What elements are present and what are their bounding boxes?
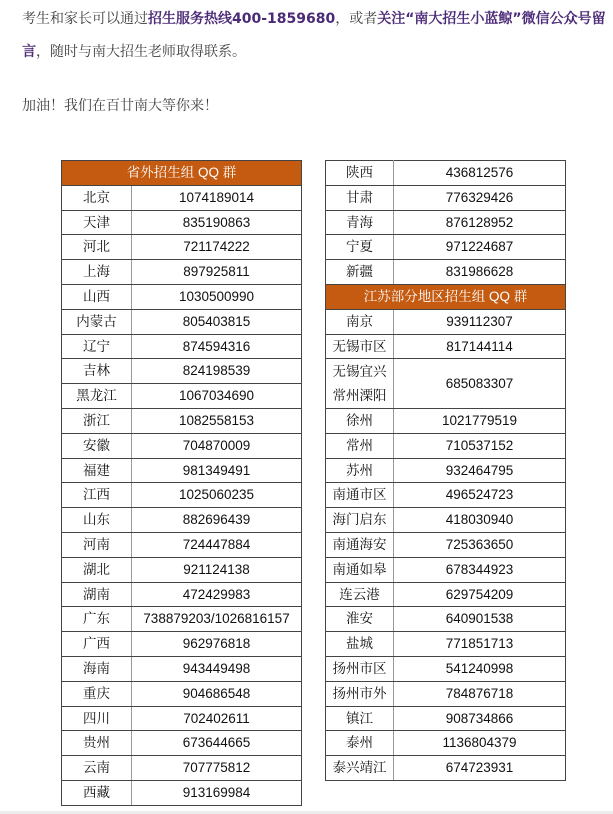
table-row — [62, 235, 302, 260]
table-row — [326, 309, 566, 334]
table-row — [62, 607, 302, 632]
region-cell: 四川 — [62, 706, 132, 731]
table-row — [62, 632, 302, 657]
table-row — [326, 582, 566, 607]
qq-number-cell: 707775812 — [132, 756, 302, 781]
table-row — [62, 284, 302, 309]
region-cell: 新疆 — [326, 260, 394, 285]
qq-number-cell: 685083307 — [394, 359, 566, 409]
table-row — [62, 458, 302, 483]
region-cell: 南通如皋 — [326, 557, 394, 582]
qq-number-cell: 913169984 — [132, 780, 302, 805]
region-cell: 扬州市区 — [326, 656, 394, 681]
qq-number-cell: 710537152 — [394, 433, 566, 458]
qq-number-cell: 1021779519 — [394, 408, 566, 433]
table-row — [326, 656, 566, 681]
region-cell: 福建 — [62, 458, 132, 483]
table-row — [326, 334, 566, 359]
qq-number-cell: 640901538 — [394, 607, 566, 632]
region-cell: 贵州 — [62, 731, 132, 756]
contact-paragraph — [22, 3, 607, 69]
qq-number-cell: 835190863 — [132, 210, 302, 235]
table-row — [62, 656, 302, 681]
intro-text: 考生和家长可以通过 — [22, 11, 148, 27]
qq-number-cell: 876128952 — [394, 210, 566, 235]
region-cell: 镇江 — [326, 706, 394, 731]
table-row — [62, 731, 302, 756]
region-cell: 上海 — [62, 260, 132, 285]
table-row — [326, 681, 566, 706]
region-cell: 河南 — [62, 532, 132, 557]
qq-number-cell: 721174222 — [132, 235, 302, 260]
region-cell: 徐州 — [326, 408, 394, 433]
table-row — [62, 210, 302, 235]
region-cell: 广西 — [62, 632, 132, 657]
table-row — [62, 408, 302, 433]
region-cell: 陕西 — [326, 161, 394, 186]
table-row — [62, 483, 302, 508]
qq-number-cell: 824198539 — [132, 359, 302, 384]
table-row — [326, 161, 566, 186]
table-row — [326, 433, 566, 458]
intro-text-3: ，随时与南大招生老师取得联系。 — [36, 44, 246, 60]
qq-number-cell: 1030500990 — [132, 284, 302, 309]
region-cell: 吉林 — [62, 359, 132, 384]
qq-number-cell: 1082558153 — [132, 408, 302, 433]
hotline-text: 招生服务热线400-1859680 — [148, 11, 336, 27]
jiangsu-qq-table — [325, 160, 566, 781]
table-row — [326, 632, 566, 657]
qq-number-cell: 1025060235 — [132, 483, 302, 508]
table-row — [62, 508, 302, 533]
region-cell: 山西 — [62, 284, 132, 309]
qq-number-cell: 629754209 — [394, 582, 566, 607]
table-row — [62, 309, 302, 334]
qq-number-cell: 674723931 — [394, 756, 566, 781]
qq-number-cell: 673644665 — [132, 731, 302, 756]
table-row — [326, 508, 566, 533]
table-row — [62, 532, 302, 557]
region-cell: 南通海安 — [326, 532, 394, 557]
qq-number-cell: 874594316 — [132, 334, 302, 359]
region-cell: 重庆 — [62, 681, 132, 706]
qq-number-cell: 541240998 — [394, 656, 566, 681]
qq-number-cell: 472429983 — [132, 582, 302, 607]
region-cell: 山东 — [62, 508, 132, 533]
qq-number-cell: 971224687 — [394, 235, 566, 260]
qq-number-cell: 1136804379 — [394, 731, 566, 756]
region-cell: 常州 — [326, 433, 394, 458]
qq-number-cell: 904686548 — [132, 681, 302, 706]
region-cell: 南通市区 — [326, 483, 394, 508]
qq-number-cell: 805403815 — [132, 309, 302, 334]
region-cell: 广东 — [62, 607, 132, 632]
region-cell: 北京 — [62, 185, 132, 210]
table-row — [326, 260, 566, 285]
table-row — [326, 483, 566, 508]
table-row — [62, 260, 302, 285]
table-row — [326, 210, 566, 235]
table-row — [326, 607, 566, 632]
qq-number-cell: 725363650 — [394, 532, 566, 557]
qq-number-cell: 771851713 — [394, 632, 566, 657]
region-cell: 无锡市区 — [326, 334, 394, 359]
region-cell: 西藏 — [62, 780, 132, 805]
table-row — [62, 433, 302, 458]
region-cell: 甘肃 — [326, 185, 394, 210]
table-header: 江苏部分地区招生组 QQ 群 — [326, 284, 566, 309]
table-row — [326, 706, 566, 731]
region-cell: 黑龙江 — [62, 384, 132, 409]
table-row — [62, 557, 302, 582]
table-row — [62, 582, 302, 607]
region-cell: 海南 — [62, 656, 132, 681]
region-cell: 江西 — [62, 483, 132, 508]
region-cell: 海门启东 — [326, 508, 394, 533]
qq-number-cell: 831986628 — [394, 260, 566, 285]
table-row — [62, 334, 302, 359]
table-row — [326, 532, 566, 557]
table-row — [62, 681, 302, 706]
table-row — [62, 384, 302, 409]
qq-number-cell: 932464795 — [394, 458, 566, 483]
qq-number-cell: 908734866 — [394, 706, 566, 731]
qq-number-cell: 1067034690 — [132, 384, 302, 409]
region-cell: 宁夏 — [326, 235, 394, 260]
region-label: 常州溧阳 — [332, 387, 387, 403]
qq-number-cell: 897925811 — [132, 260, 302, 285]
table-row — [62, 359, 302, 384]
wechat-follow-text: 关注“南大招生小蓝鲸”微信公众号留言 — [22, 11, 606, 60]
qq-number-cell: 704870009 — [132, 433, 302, 458]
region-cell: 内蒙古 — [62, 309, 132, 334]
qq-number-cell: 882696439 — [132, 508, 302, 533]
table-header: 省外招生组 QQ 群 — [62, 161, 302, 186]
table-row — [326, 731, 566, 756]
qq-number-cell: 817144114 — [394, 334, 566, 359]
region-cell: 南京 — [326, 309, 394, 334]
region-cell: 湖南 — [62, 582, 132, 607]
region-cell: 扬州市外 — [326, 681, 394, 706]
table-row — [326, 756, 566, 781]
region-cell: 湖北 — [62, 557, 132, 582]
table-row — [326, 185, 566, 210]
qq-number-cell: 776329426 — [394, 185, 566, 210]
qq-number-cell: 921124138 — [132, 557, 302, 582]
table-row — [62, 780, 302, 805]
region-cell: 连云港 — [326, 582, 394, 607]
table-row — [62, 185, 302, 210]
region-cell: 青海 — [326, 210, 394, 235]
table-row — [62, 706, 302, 731]
qq-number-cell: 496524723 — [394, 483, 566, 508]
region-cell: 安徽 — [62, 433, 132, 458]
region-cell: 苏州 — [326, 458, 394, 483]
qq-number-cell: 678344923 — [394, 557, 566, 582]
intro-text-2: ，或者 — [335, 11, 378, 27]
qq-number-cell: 702402611 — [132, 706, 302, 731]
qq-number-cell: 943449498 — [132, 656, 302, 681]
qq-number-cell: 939112307 — [394, 309, 566, 334]
region-cell: 泰州 — [326, 731, 394, 756]
qq-number-cell: 738879203/1026816157 — [132, 607, 302, 632]
table-row — [62, 756, 302, 781]
region-cell: 盐城 — [326, 632, 394, 657]
region-cell: 淮安 — [326, 607, 394, 632]
qq-number-cell: 724447884 — [132, 532, 302, 557]
region-label: 无锡宜兴 — [332, 363, 387, 379]
table-row — [326, 557, 566, 582]
region-cell: 浙江 — [62, 408, 132, 433]
cheer-text: 加油！我们在百廿南大等你来！ — [22, 98, 218, 114]
table-row — [326, 408, 566, 433]
table-row — [326, 359, 566, 409]
out-of-province-qq-table — [61, 160, 302, 806]
qq-number-cell: 784876718 — [394, 681, 566, 706]
table-row — [326, 235, 566, 260]
qq-number-cell: 981349491 — [132, 458, 302, 483]
region-cell — [326, 359, 394, 409]
region-cell: 河北 — [62, 235, 132, 260]
qq-number-cell: 962976818 — [132, 632, 302, 657]
region-cell: 辽宁 — [62, 334, 132, 359]
qq-number-cell: 418030940 — [394, 508, 566, 533]
region-cell: 云南 — [62, 756, 132, 781]
table-row — [326, 458, 566, 483]
region-cell: 天津 — [62, 210, 132, 235]
qq-number-cell: 436812576 — [394, 161, 566, 186]
qq-number-cell: 1074189014 — [132, 185, 302, 210]
region-cell: 泰兴靖江 — [326, 756, 394, 781]
